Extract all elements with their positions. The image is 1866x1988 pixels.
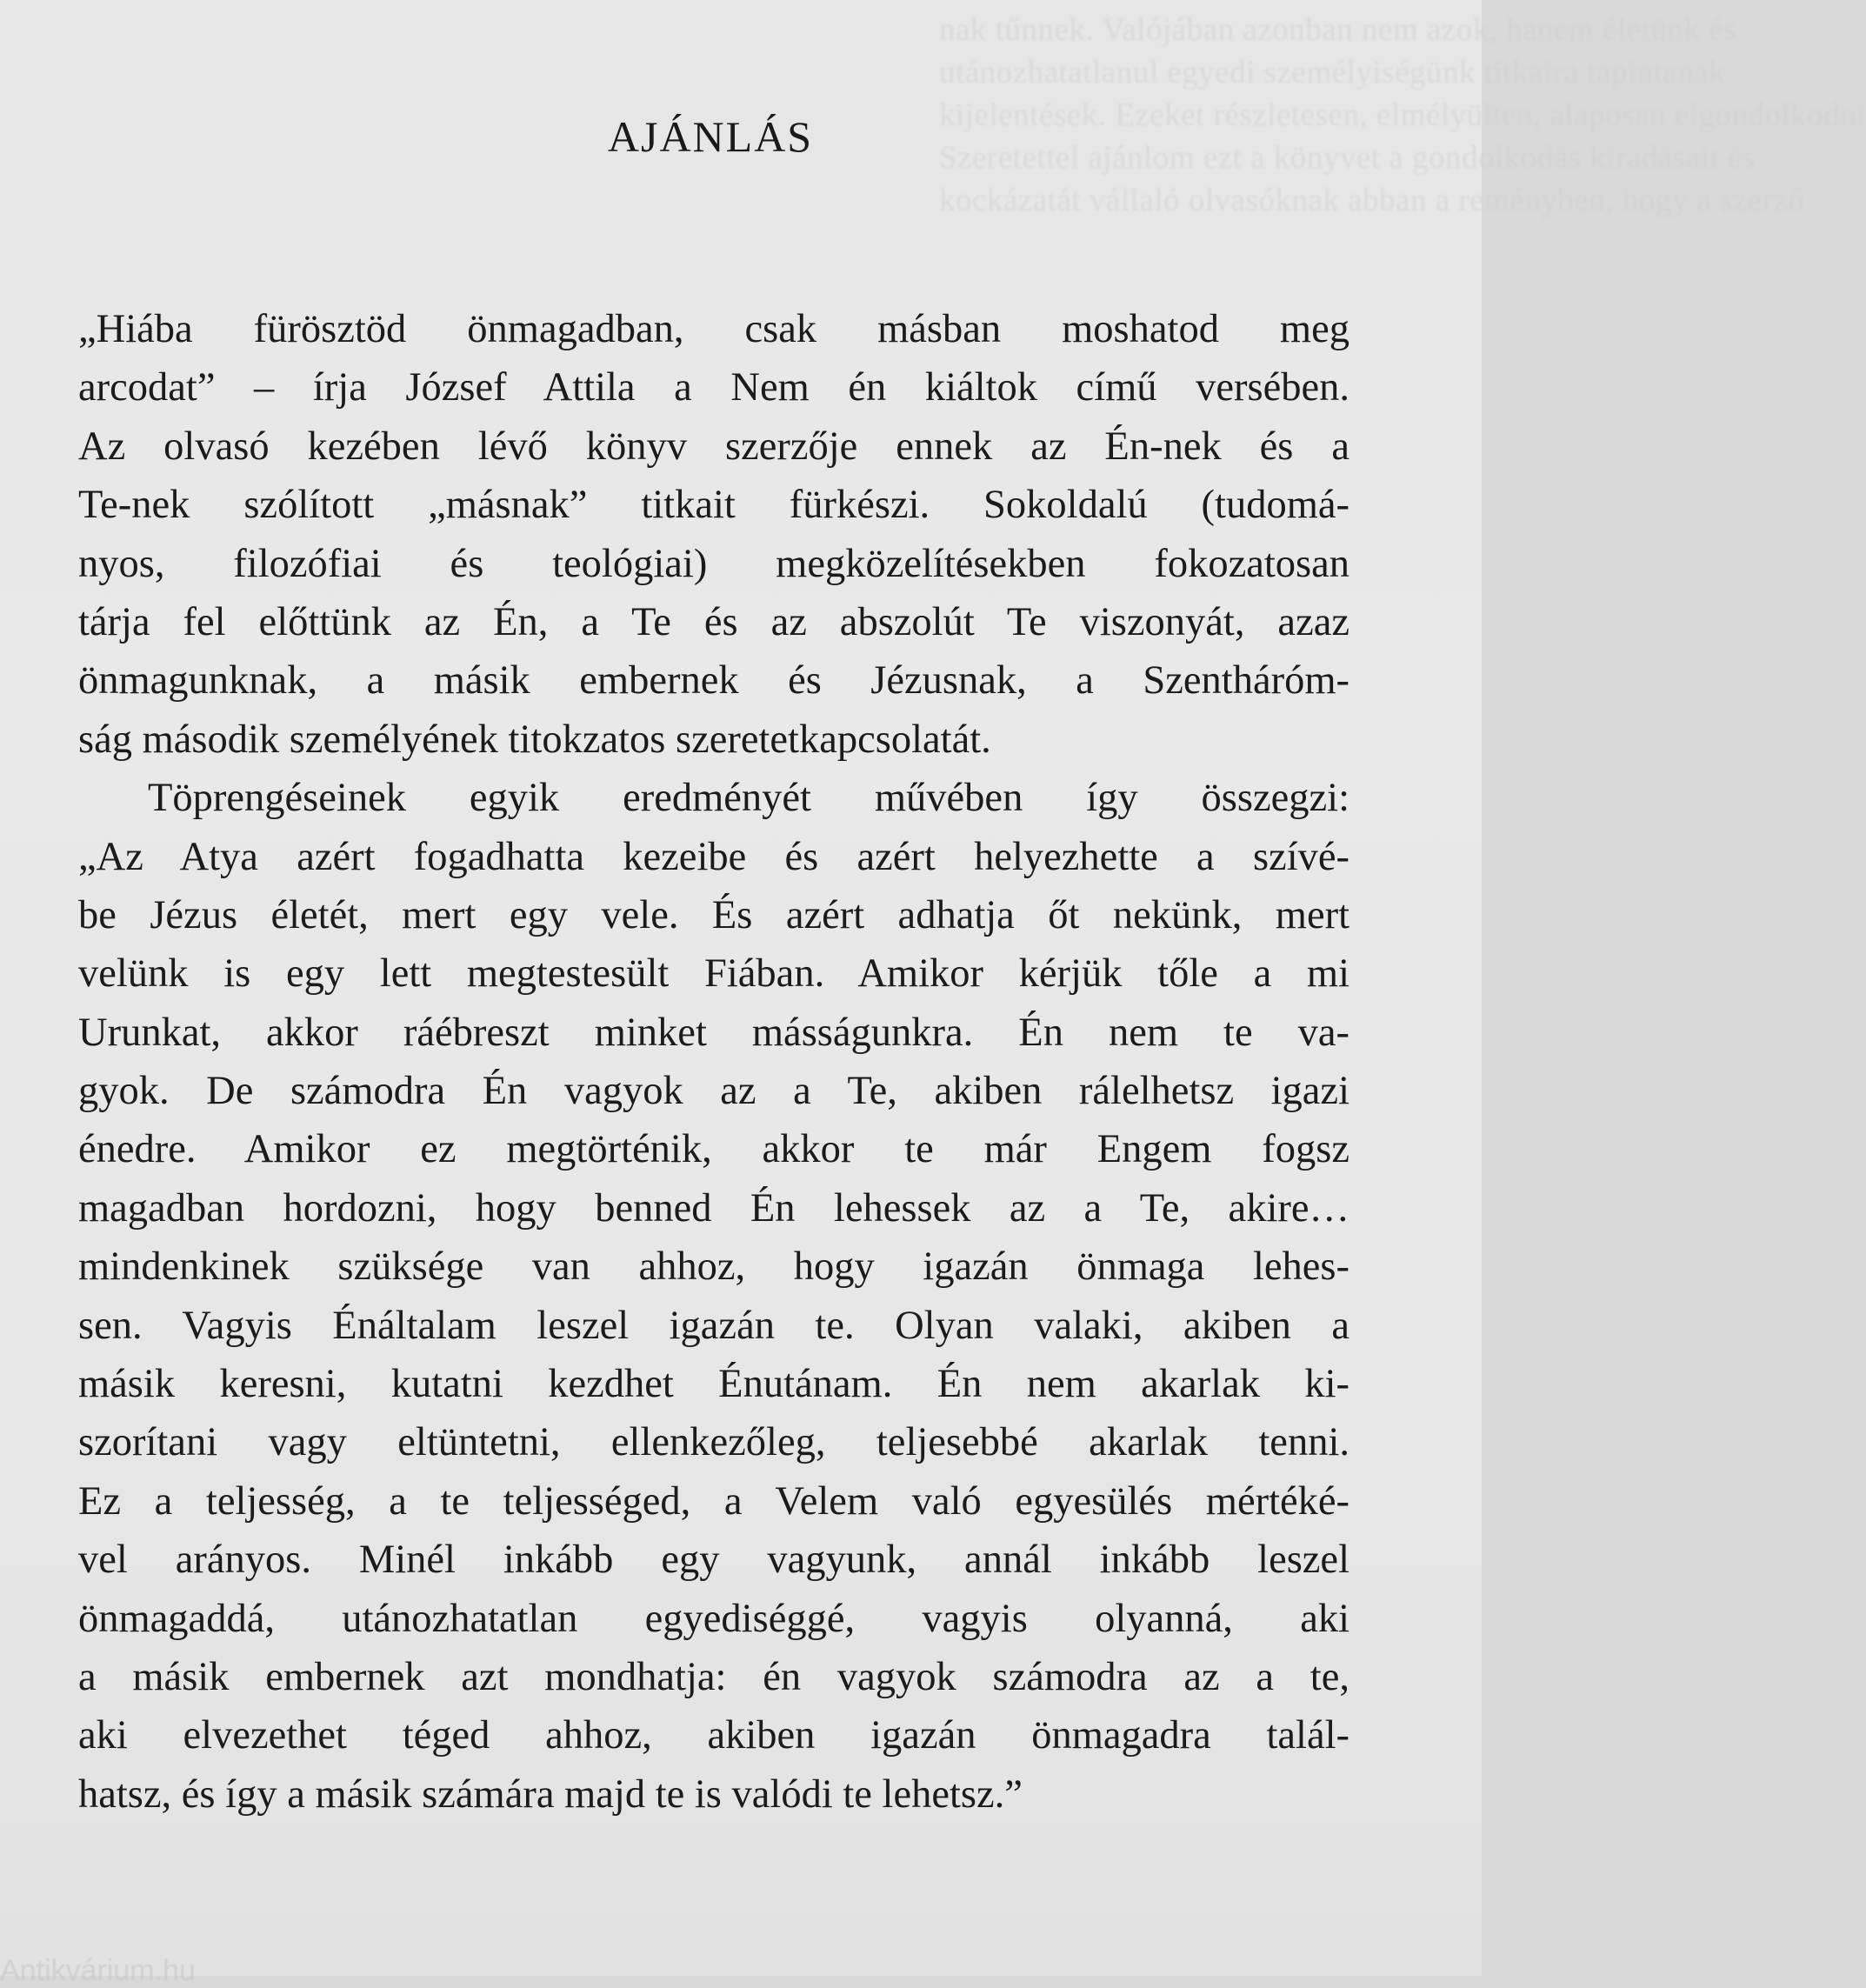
text-line: mindenkinek szüksége van ahhoz, hogy igazán önmaga lehes- — [78, 1244, 1350, 1290]
paragraph-2 — [78, 769, 1350, 1824]
page-title: AJÁNLÁS — [607, 112, 814, 161]
text-line: magadban hordozni, hogy benned Én lehessek az a Te, akire… — [78, 1185, 1350, 1231]
text-line: velünk is egy lett megtestesült Fiában. Amikor kérjük tőle a mi — [78, 951, 1350, 997]
text-line: másik keresni, kutatni kezdhet Énutánam. Én nem akarlak ki- — [78, 1362, 1350, 1407]
text-line: önmagaddá, utánozhatatlan egyediséggé, vagyis olyanná, aki — [78, 1596, 1350, 1641]
bleed-line: Szeretettel ajánlom ezt a könyvet a gondolkodás kiradásait és — [939, 140, 1756, 176]
text-line: ság második személyének titokzatos szeretetkapcsolatát. — [78, 717, 991, 762]
bleed-line: utánozhatatlanul egyedi személyiségünk titkaira tapintanak — [939, 55, 1726, 90]
paragraph-1 — [78, 300, 1350, 769]
text-line: Töprengéseinek egyik eredményét művében így összegzi: — [148, 776, 1350, 821]
text-line: tárja fel előttünk az Én, a Te és az abszolút Te viszonyát, azaz — [78, 599, 1350, 644]
body-text — [78, 300, 1350, 1824]
text-line: „Hiába fürösztöd önmagadban, csak másban moshatod meg — [78, 307, 1350, 351]
text-line: gyok. De számodra Én vagyok az a Te, akiben rálelhetsz igazi — [78, 1069, 1350, 1114]
text-line: aki elvezethet téged ahhoz, akiben igazán önmagadra talál- — [78, 1713, 1350, 1758]
text-line: nyos, filozófiai és teológiai) megközelítésekben fokozatosan — [78, 541, 1350, 586]
text-line: arcodat” – írja József Attila a Nem én kiáltok című versében. — [78, 365, 1350, 410]
text-line: „Az Atya azért fogadhatta kezeibe és azért helyezhette a szívé- — [78, 834, 1350, 879]
bleed-line: nak tűnnek. Valójában azonban nem azok, hanem életünk és — [939, 12, 1737, 48]
text-line: hatsz, és így a másik számára majd te is valódi te lehetsz.” — [78, 1771, 1023, 1817]
bleed-line: kijelentések. Ezeket részletesen, elmélyülten, alaposan elgondolkodni — [939, 97, 1866, 133]
text-line: énedre. Amikor ez megtörténik, akkor te már Engem fogsz — [78, 1127, 1350, 1172]
text-line: vel arányos. Minél inkább egy vagyunk, annál inkább leszel — [78, 1538, 1350, 1583]
text-line: Ez a teljesség, a te teljességed, a Velem való egyesülés mértéké- — [78, 1478, 1350, 1524]
text-line: sen. Vagyis Énáltalam leszel igazán te. Olyan valaki, akiben a — [78, 1303, 1350, 1348]
text-line: a másik embernek azt mondhatja: én vagyok számodra az a te, — [78, 1654, 1350, 1699]
text-line: Az olvasó kezében lévő könyv szerzője ennek az Én-nek és a — [78, 424, 1350, 469]
watermark: Antikvárium.hu — [0, 1954, 196, 1987]
text-line: Te-nek szólított „másnak” titkait fürkészi. Sokoldalú (tudomá- — [78, 483, 1350, 528]
text-line: be Jézus életét, mert egy vele. És azért adhatja őt nekünk, mert — [78, 892, 1350, 937]
text-line: Urunkat, akkor ráébreszt minket másságunkra. Én nem te va- — [78, 1010, 1350, 1055]
bleed-line: kockázatát vállaló olvasóknak abban a reményben, hogy a szerző — [939, 183, 1805, 218]
text-line: önmagunknak, a másik embernek és Jézusnak, a Szentháróm- — [78, 658, 1350, 704]
text-line: szorítani vagy eltüntetni, ellenkezőleg, teljesebbé akarlak tenni. — [78, 1420, 1350, 1465]
